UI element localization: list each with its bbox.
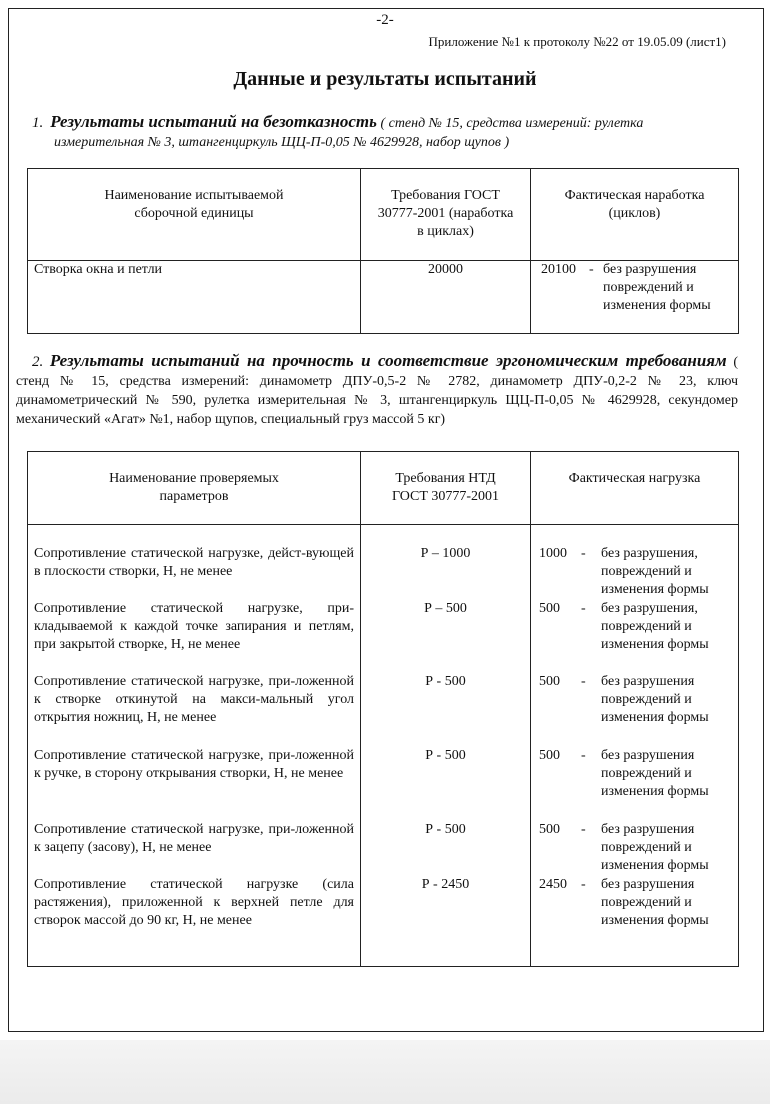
actual-description: без разрушения повреждений и изменения формы: [601, 822, 709, 873]
actual-description: без разрушения повреждений и изменения формы: [603, 262, 711, 313]
table-header-row: [28, 169, 739, 261]
reliability-table: [27, 168, 739, 334]
actual-load-item: [539, 600, 732, 673]
actual-value: 500: [539, 674, 560, 689]
requirement-value: Р - 500: [425, 674, 466, 689]
page-number: -2-: [376, 12, 394, 28]
actual-dash: -: [581, 546, 586, 561]
appendix-reference: Приложение №1 к протоколу №22 от 19.05.09 (лист1): [428, 34, 726, 49]
actual-cell: [531, 261, 739, 334]
table-header-row: [28, 452, 739, 525]
actual-description: без разрушения повреждений и изменения формы: [601, 748, 709, 799]
requirement-cell: 20000: [361, 261, 531, 334]
parameter-text: Сопротивление статической нагрузке, при-ложенной к ручке, в сторону открывания створки, Н, не менее: [34, 748, 354, 781]
actual-dash: -: [589, 262, 594, 277]
parameters-column: [28, 525, 361, 967]
actual-load-item: [539, 821, 732, 876]
requirements-column: [361, 525, 531, 967]
section-2-number: 2.: [32, 354, 44, 370]
actual-value: 500: [539, 601, 560, 616]
actual-load-item: [539, 747, 732, 821]
section-2-heading: [16, 351, 738, 429]
parameter-text: Сопротивление статической нагрузке (сила растяжения), приложенной к верхней петле для створок массой до 90 кг, Н, не менее: [34, 877, 354, 928]
requirement-value: Р - 500: [425, 748, 466, 763]
requirement-value: Р – 1000: [420, 546, 471, 561]
scan-margin: [0, 1040, 770, 1104]
actual-description: без разрушения повреждений и изменения формы: [601, 877, 709, 928]
parameter-text: Сопротивление статической нагрузке, дейст-вующей в плоскости створки, Н, не менее: [34, 546, 354, 579]
actual-dash: -: [581, 877, 586, 892]
table-row: [28, 261, 739, 334]
section-1-details-line1: ( стенд № 15, средства измерений: рулетка: [380, 116, 644, 131]
requirement-value: Р - 500: [425, 822, 466, 837]
parameter-text: Сопротивление статической нагрузке, при-ложенной к створке откинутой на макси-мальный угол открытия ножниц, Н, не менее: [34, 674, 354, 725]
requirement-value: Р – 500: [424, 601, 467, 616]
actual-value: 500: [539, 748, 560, 763]
strength-table: [27, 451, 739, 967]
actual-value: 20100: [541, 262, 576, 277]
parameter-text: Сопротивление статической нагрузке, при-ложенной к зацепу (засову), Н, не менее: [34, 822, 354, 855]
section-1-title: Результаты испытаний на безотказность: [50, 112, 377, 131]
column-header: Фактическая наработка (циклов): [531, 169, 739, 261]
actual-load-item: [539, 673, 732, 747]
column-header: Требования ГОСТ 30777-2001 (наработка в циклах): [361, 169, 531, 261]
document-title: Данные и результаты испытаний: [233, 68, 537, 90]
actual-load-item: [539, 876, 732, 930]
section-1-heading: [32, 112, 732, 152]
actual-description: без разрушения повреждений и изменения формы: [601, 674, 709, 725]
actual-dash: -: [581, 674, 586, 689]
table-body-row: [28, 525, 739, 967]
actual-dash: -: [581, 601, 586, 616]
actual-dash: -: [581, 822, 586, 837]
actual-description: без разрушения, повреждений и изменения формы: [601, 546, 709, 597]
actual-load-item: [539, 545, 732, 600]
actual-description: без разрушения, повреждений и изменения формы: [601, 601, 709, 652]
requirement-value: Р - 2450: [421, 877, 470, 892]
section-1-number: 1.: [32, 115, 44, 131]
actual-dash: -: [581, 748, 586, 763]
actual-load-column: [531, 525, 739, 967]
section-2-details: ( стенд № 15, средства измерений: динамометр ДПУ-0,5-2 № 2782, динамометр ДПУ-0,2-2 № 23, ключ динамометрический № 590, рулетка измерительная № 3, штангенциркуль ЩЦ-П-0,05 № 4629928, секундомер механический «Агат» №1, набор щупов, специальный груз массой 5 кг): [16, 355, 739, 427]
section-1-details-line2: измерительная № 3, штангенциркуль ЩЦ-П-0,05 № 4629928, набор щупов ): [54, 135, 510, 150]
actual-value: 500: [539, 822, 560, 837]
actual-value: 2450: [539, 877, 567, 892]
parameter-text: Сопротивление статической нагрузке, при-кладываемой к каждой точке запирания и петлям, при закрытой створке, Н, не менее: [34, 601, 354, 652]
column-header: Требования НТД ГОСТ 30777-2001: [361, 452, 531, 525]
section-2-title: Результаты испытаний на прочность и соответствие эргономическим требованиям: [49, 351, 727, 370]
column-header: Наименование проверяемых параметров: [28, 452, 361, 525]
actual-value: 1000: [539, 546, 567, 561]
column-header: Фактическая нагрузка: [531, 452, 739, 525]
column-header: Наименование испытываемой сборочной единицы: [28, 169, 361, 261]
unit-name-cell: Створка окна и петли: [28, 261, 361, 334]
